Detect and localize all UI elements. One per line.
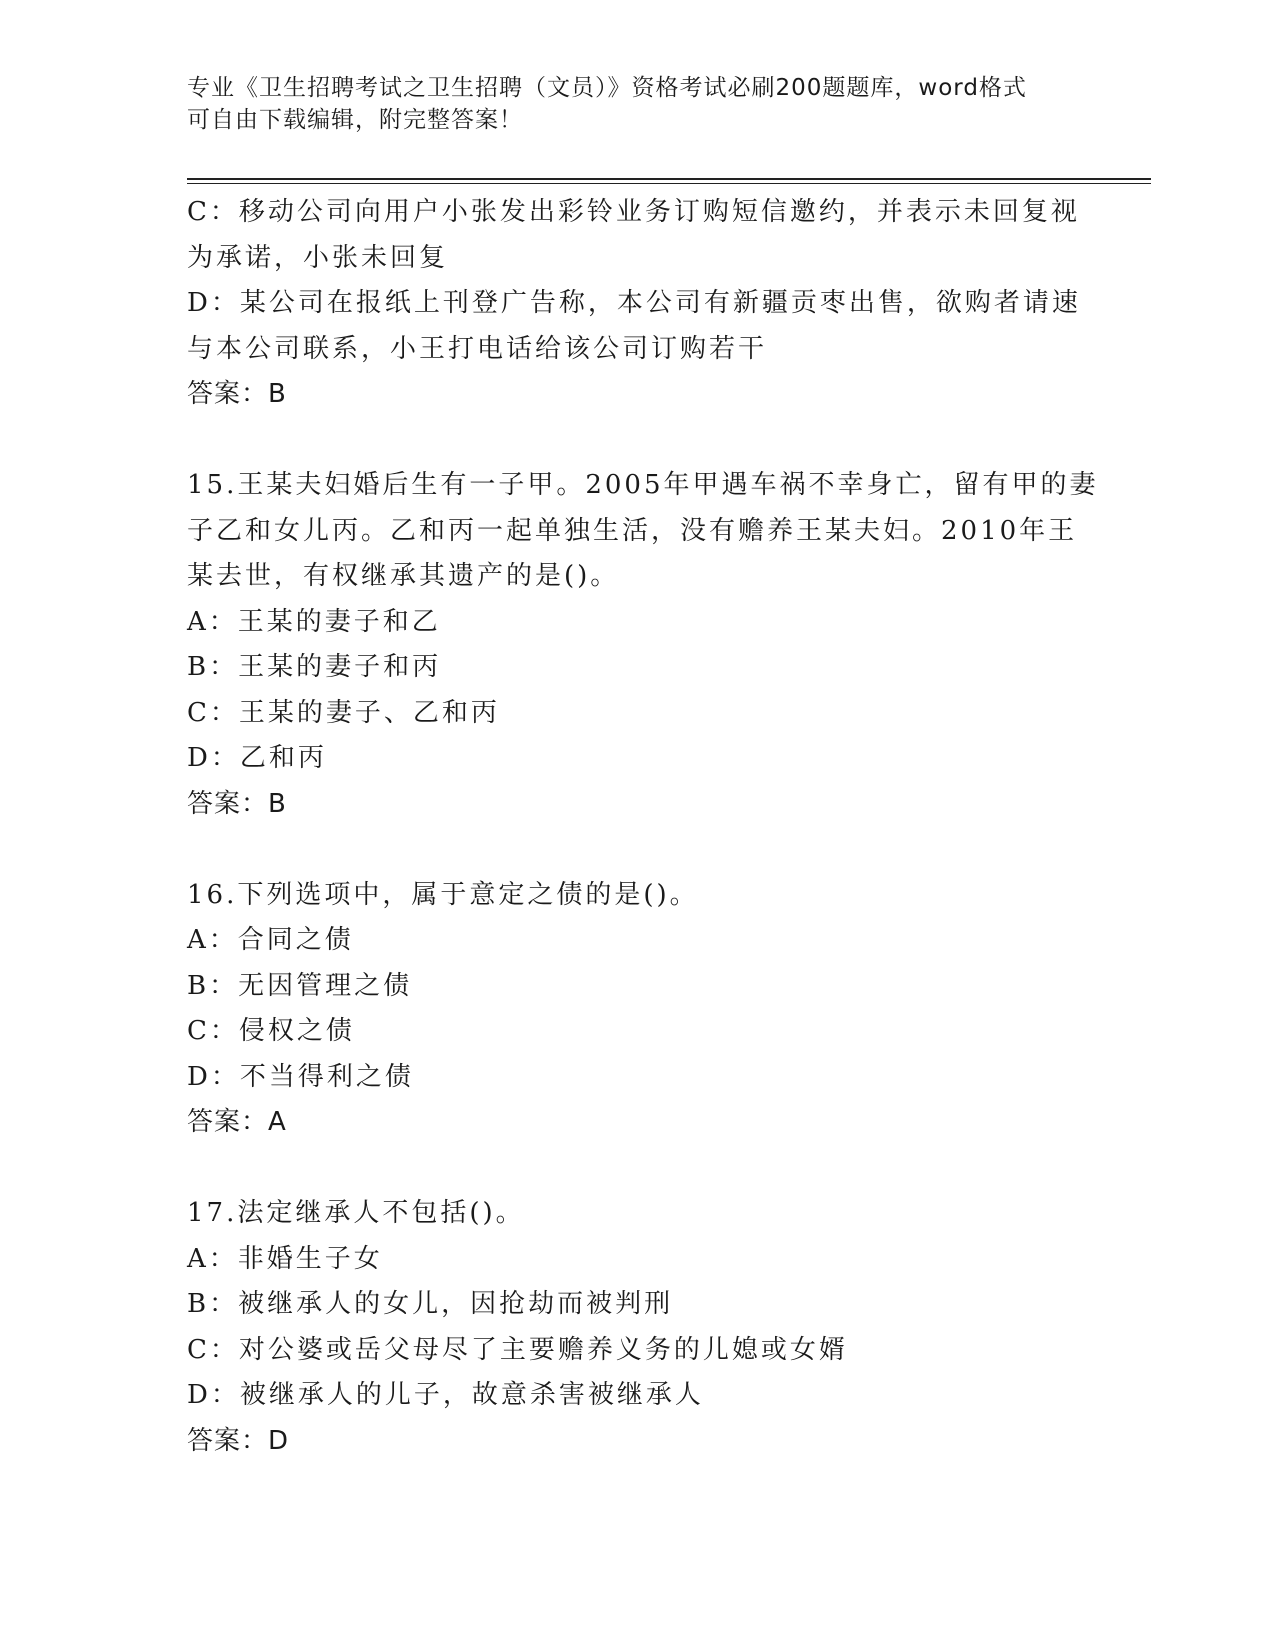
- question-15-option-c: C：王某的妻子、乙和丙: [187, 697, 500, 728]
- header-divider-thin: [187, 183, 1151, 184]
- question-16-option-c: C：侵权之债: [187, 1016, 355, 1046]
- spacer: [187, 418, 1087, 464]
- question-17-option-a: A：非婚生子女: [187, 1243, 383, 1274]
- option-c-line2: 为承诺，小张未回复: [187, 242, 449, 273]
- question-16-option-a: A：合同之债: [187, 925, 354, 955]
- question-16-stem: 16.下列选项中，属于意定之债的是()。: [187, 879, 699, 910]
- answer-17: 答案：D: [187, 1425, 290, 1456]
- question-content: [187, 190, 1099, 1464]
- question-17-option-d: D：被继承人的儿子，故意杀害被继承人: [187, 1380, 704, 1410]
- question-15-stem-line2: 子乙和女儿丙。乙和丙一起单独生活，没有赡养王某夫妇。2010年王: [187, 515, 1078, 546]
- answer-16: 答案：A: [187, 1107, 287, 1137]
- header-title-line2: 可自由下载编辑，附完整答案！: [187, 107, 523, 133]
- question-17-stem: 17.法定继承人不包括()。: [187, 1198, 525, 1228]
- question-16-option-b: B：无因管理之债: [187, 970, 413, 1001]
- question-15-option-b: B：王某的妻子和丙: [187, 652, 442, 682]
- question-16-option-d: D：不当得利之债: [187, 1061, 414, 1092]
- option-d-line1: D：某公司在报纸上刊登广告称，本公司有新疆贡枣出售，欲购者请速: [187, 288, 1081, 318]
- question-15-option-d: D：乙和丙: [187, 743, 327, 773]
- question-15-stem-line1: 15.王某夫妇婚后生有一子甲。2005年甲遇车祸不幸身亡，留有甲的妻: [187, 470, 1099, 500]
- question-17-option-c: C：对公婆或岳父母尽了主要赡养义务的儿媳或女婿: [187, 1334, 848, 1365]
- spacer: [187, 1146, 1087, 1192]
- question-15-stem-line3: 某去世，有权继承其遗产的是()。: [187, 561, 620, 591]
- header-divider-thick: [187, 178, 1151, 180]
- header-title-line1: 专业《卫生招聘考试之卫生招聘（文员）》资格考试必刷200题题库，word格式: [187, 75, 1027, 101]
- spacer: [187, 827, 1087, 873]
- question-15-option-a: A：王某的妻子和乙: [187, 606, 441, 637]
- answer-15: 答案：B: [187, 788, 287, 819]
- option-c-line1: C：移动公司向用户小张发出彩铃业务订购短信邀约，并表示未回复视: [187, 197, 1080, 227]
- option-d-line2: 与本公司联系，小王打电话给该公司订购若干: [187, 333, 768, 364]
- document-header: [187, 72, 1087, 136]
- answer-14: 答案：B: [187, 379, 287, 409]
- question-17-option-b: B：被继承人的女儿，因抢劫而被判刑: [187, 1289, 674, 1319]
